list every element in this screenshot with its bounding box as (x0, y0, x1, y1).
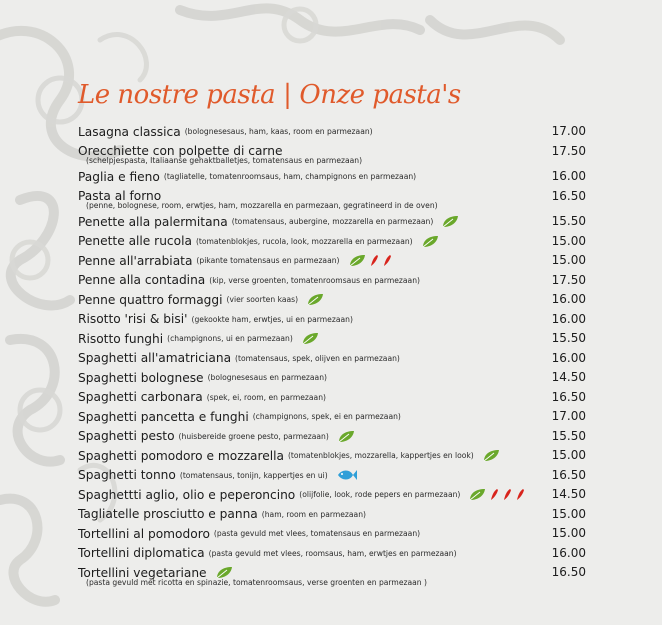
menu-item (78, 122, 598, 142)
dish-price: 17.50 (551, 143, 586, 158)
vegetarian-leaf-icon (337, 430, 355, 443)
title-separator: | (283, 80, 292, 110)
menu-item (78, 505, 598, 525)
dish-name: Penette alla palermitana (78, 214, 228, 229)
vegetarian-leaf-icon (306, 293, 324, 306)
menu-item-line (78, 310, 598, 330)
menu-item (78, 388, 598, 408)
dish-price: 15.00 (551, 253, 586, 267)
chili-pepper-icon (516, 488, 525, 501)
dish-name: Spaghetti all'amatriciana (78, 351, 232, 366)
dish-name: Paglia e fieno (78, 169, 160, 184)
dish-description: (huisbereide groene pesto, parmezaan) (178, 431, 329, 441)
dish-description: (pasta gevuld met vlees, tomatensaus en parmezaan) (213, 529, 421, 539)
menu-item-line (78, 232, 598, 252)
menu-item (78, 290, 598, 310)
menu-item-line (78, 290, 598, 310)
menu-item-line (78, 485, 598, 505)
menu-item (78, 368, 598, 388)
dish-icons (482, 449, 500, 462)
dish-name: Orecchiette con polpette di carne (78, 144, 283, 159)
dish-price: 16.00 (551, 350, 586, 365)
page-title (78, 80, 461, 110)
dish-description: (schelpjespasta, Italiaanse gehaktballetjes, tomatensaus en parmezaan) (86, 156, 363, 165)
menu-item-line (78, 446, 598, 466)
vegetarian-leaf-icon (482, 449, 500, 462)
menu-item-line (78, 212, 598, 232)
vegetarian-leaf-icon (441, 215, 459, 228)
dish-price: 15.50 (551, 214, 586, 228)
dish-description: (ham, room en parmezaan) (261, 509, 366, 519)
menu-item-line (78, 349, 598, 369)
menu-list (78, 122, 598, 589)
menu-item-line (78, 167, 598, 187)
menu-item (78, 563, 598, 589)
dish-description: (tomatensaus, aubergine, mozzarella en parmezaan) (231, 217, 434, 227)
menu-item-line (78, 544, 598, 564)
dish-description: (champignons, spek, ei en parmezaan) (252, 412, 401, 422)
dish-description: (pasta gevuld met vlees, roomsaus, ham, erwtjes en parmezaan) (208, 548, 457, 558)
chili-pepper-icon (490, 488, 499, 501)
dish-name: Penette alle rucola (78, 234, 192, 249)
menu-item (78, 407, 598, 427)
menu-item-line (78, 388, 598, 408)
dish-price: 16.00 (551, 292, 586, 306)
menu-item-line (78, 427, 598, 447)
dish-price: 16.50 (551, 565, 586, 579)
dish-description: (tomatenblokjes, mozzarella, kappertjes en look) (287, 451, 474, 461)
vegetarian-leaf-icon (348, 254, 366, 267)
vegetarian-leaf-icon (301, 332, 319, 345)
dish-price: 15.50 (551, 428, 586, 443)
dish-description: (bolognesesaus, ham, kaas, room en parmezaan) (184, 127, 373, 137)
dish-name: Spaghetti bolognese (78, 370, 204, 385)
dish-name: Spaghetti pancetta e funghi (78, 409, 249, 424)
dish-price: 15.00 (551, 448, 586, 462)
dish-name: Spaghetti tonno (78, 468, 176, 483)
dish-price: 15.00 (551, 506, 586, 521)
dish-name: Penne all'arrabiata (78, 253, 193, 268)
vegetarian-leaf-icon (421, 235, 439, 248)
dish-icons (306, 293, 324, 306)
menu-item (78, 212, 598, 232)
dish-name: Tortellini diplomatica (78, 546, 205, 561)
menu-item-line (78, 271, 598, 291)
dish-name: Risotto 'risi & bisi' (78, 312, 188, 327)
dish-name: Tagliatelle prosciutto e panna (78, 507, 258, 522)
menu-item-line (78, 524, 598, 544)
dish-price: 15.00 (551, 526, 586, 540)
menu-item (78, 524, 598, 544)
menu-item (78, 329, 598, 349)
dish-price: 16.50 (551, 188, 586, 203)
menu-item-line (78, 466, 598, 486)
dish-description: (gekookte ham, erwtjes, ui en parmezaan) (191, 314, 353, 324)
dish-description: (pikante tomatensaus en parmezaan) (196, 256, 340, 266)
menu-item (78, 544, 598, 564)
menu-item (78, 466, 598, 486)
dish-name: Spaghetti pesto (78, 429, 175, 444)
dish-description: (penne, bolognese, room, erwtjes, ham, mozzarella en parmezaan, gegratineerd in de oven) (86, 201, 438, 210)
dish-price: 17.00 (551, 409, 586, 423)
dish-description: (kip, verse groenten, tomatenroomsaus en parmezaan) (209, 275, 420, 285)
dish-price: 17.00 (551, 124, 586, 138)
menu-item (78, 187, 598, 213)
dish-description: (tomatensaus, tonijn, kappertjes en ui) (179, 470, 328, 480)
dish-icons (421, 235, 439, 248)
dish-name: Risotto funghi (78, 331, 164, 346)
dish-price: 17.50 (551, 272, 586, 287)
dish-price: 16.00 (551, 545, 586, 560)
menu-item (78, 310, 598, 330)
dish-description: (spek, ei, room, en parmezaan) (206, 392, 326, 402)
dish-description: (bolognesesaus en parmezaan) (207, 373, 327, 383)
dish-price: 16.00 (551, 311, 586, 326)
menu-item-line (78, 329, 598, 349)
menu-item (78, 271, 598, 291)
dish-description: (tomatenblokjes, rucola, look, mozzarella en parmezaan) (195, 236, 413, 246)
vegetarian-leaf-icon (468, 488, 486, 501)
dish-name: Spaghettti aglio, olio e peperoncino (78, 487, 296, 502)
title-italian: Le nostre pasta (78, 80, 276, 110)
chili-pepper-icon (370, 254, 379, 267)
menu-item (78, 427, 598, 447)
dish-name: Spaghetti pomodoro e mozzarella (78, 448, 284, 463)
dish-icons (468, 488, 525, 501)
menu-item (78, 232, 598, 252)
dish-price: 16.50 (551, 467, 586, 482)
menu-item (78, 167, 598, 187)
dish-description: (champignons, ui en parmezaan) (167, 334, 293, 344)
menu-item-line (78, 251, 598, 271)
dish-price: 14.50 (551, 370, 586, 384)
dish-icons (337, 430, 355, 443)
menu-item-line (78, 368, 598, 388)
chili-pepper-icon (503, 488, 512, 501)
chili-pepper-icon (383, 254, 392, 267)
fish-icon (336, 469, 358, 481)
menu-item-line (78, 122, 598, 142)
dish-name: Spaghetti carbonara (78, 390, 203, 405)
menu-item (78, 446, 598, 466)
dish-price: 15.00 (551, 233, 586, 248)
dish-description: (tomatensaus, spek, olijven en parmezaan) (235, 353, 400, 363)
dish-icons (336, 469, 358, 481)
dish-name: Penne quattro formaggi (78, 292, 223, 307)
dish-price: 16.50 (551, 389, 586, 404)
menu-item-line (78, 505, 598, 525)
dish-icons (348, 254, 392, 267)
dish-price: 14.50 (551, 487, 586, 501)
menu-item (78, 485, 598, 505)
dish-icons (441, 215, 459, 228)
dish-name: Tortellini vegetariane (78, 565, 207, 580)
menu-item (78, 251, 598, 271)
menu-item (78, 349, 598, 369)
dish-description: (olijfolie, look, rode pepers en parmezaan) (299, 490, 461, 500)
menu-item (78, 142, 598, 168)
dish-name: Pasta al forno (78, 189, 162, 204)
title-dutch: Onze pasta's (299, 80, 461, 110)
dish-name: Lasagna classica (78, 124, 181, 139)
dish-price: 15.50 (551, 331, 586, 345)
dish-description: (tagliatelle, tomatenroomsaus, ham, champignons en parmezaan) (163, 172, 417, 182)
dish-name: Tortellini al pomodoro (78, 526, 210, 541)
dish-price: 16.00 (551, 169, 586, 183)
dish-name: Penne alla contadina (78, 273, 206, 288)
dish-description: (pasta gevuld met ricotta en spinazie, tomatenroomsaus, verse groenten en parmezaan ) (86, 577, 427, 587)
dish-icons (301, 332, 319, 345)
menu-item-line (78, 407, 598, 427)
dish-description: (vier soorten kaas) (226, 295, 299, 305)
